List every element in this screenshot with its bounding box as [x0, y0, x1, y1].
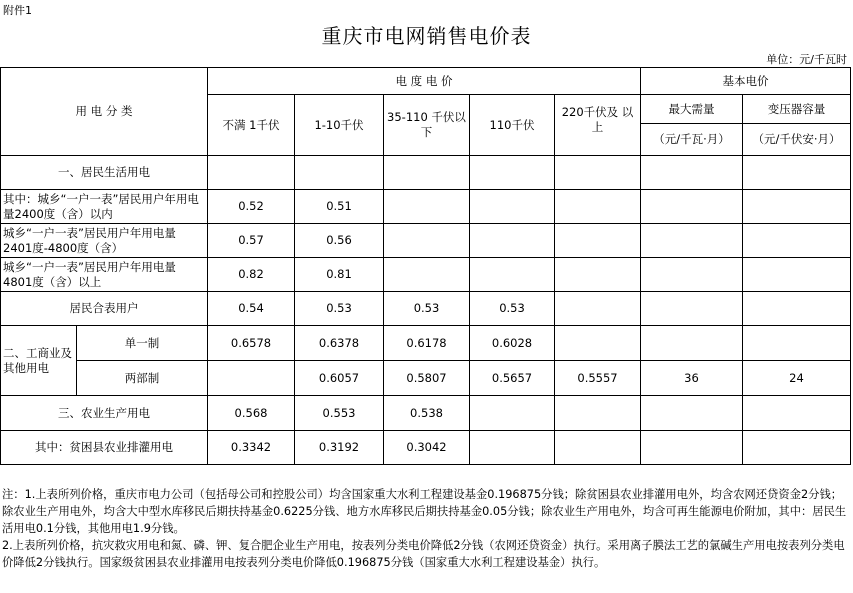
price-cell: 0.5657 [470, 361, 555, 396]
price-cell: 0.52 [208, 190, 295, 224]
header-col-110: 110千伏 [470, 95, 555, 156]
header-col-1-10: 1-10千伏 [295, 95, 384, 156]
row-label: 其中：贫困县农业排灌用电 [1, 431, 208, 465]
price-cell: 0.6178 [384, 326, 470, 361]
price-table [0, 67, 851, 465]
row-label: 两部制 [77, 361, 208, 396]
unit-label: 单位：元/千瓦时 [766, 53, 847, 66]
price-cell: 36 [641, 361, 743, 396]
price-cell: 0.57 [208, 224, 295, 258]
price-cell: 24 [743, 361, 851, 396]
row-label: 三、农业生产用电 [1, 396, 208, 431]
header-col-35-110: 35-110 千伏以下 [384, 95, 470, 156]
row-label: 一、居民生活用电 [1, 156, 208, 190]
price-cell: 0.82 [208, 258, 295, 292]
row-group-label: 二、工商业及其他用电 [1, 326, 77, 396]
header-col-max-demand: 最大需量 [641, 95, 743, 124]
header-col-220: 220千伏及 以上 [555, 95, 641, 156]
price-cell: 0.54 [208, 292, 295, 326]
price-cell: 0.3342 [208, 431, 295, 465]
price-cell: 0.53 [470, 292, 555, 326]
page-title: 重庆市电网销售电价表 [321, 24, 532, 48]
price-cell: 0.53 [295, 292, 384, 326]
row-label: 其中：城乡“一户一表”居民用户年用电量2400度（含）以内 [1, 190, 208, 224]
price-cell: 0.3042 [384, 431, 470, 465]
attachment-label: 附件1 [3, 4, 32, 17]
row-label: 居民合表用户 [1, 292, 208, 326]
note-1: 注：1.上表所列价格，重庆市电力公司（包括母公司和控股公司）均含国家重大水利工程建设基金0.196875分钱；除贫困县农业排灌用电外，均含农网还贷资金2分钱；除农业生产用电外，均含大中型水库移民后期扶持基金0.6225分钱、地方水库移民后期扶持基金0.05分钱；除农业生产用电外，均含可再生能源电价附加，其中：居民生活用电0.1分钱，其他用电1.9分钱。 [2, 488, 847, 535]
price-cell: 0.81 [295, 258, 384, 292]
price-cell: 0.6578 [208, 326, 295, 361]
price-cell: 0.56 [295, 224, 384, 258]
note-2: 2.上表所列价格，抗灾救灾用电和氮、磷、钾、复合肥企业生产用电，按表列分类电价降低2分钱（农网还贷资金）执行。采用离子膜法工艺的氯碱生产用电按表列分类电价降低2分钱执行。国家级贫困县农业排灌用电按表列分类电价降低0.196875分钱（国家重大水利工程建设基金）执行。 [2, 539, 845, 569]
price-cell: 0.538 [384, 396, 470, 431]
header-col-lt1: 不满 1千伏 [208, 95, 295, 156]
header-category: 用 电 分 类 [1, 68, 208, 156]
price-cell: 0.6057 [295, 361, 384, 396]
header-unit-transformer: （元/千伏安·月） [743, 124, 851, 156]
notes [2, 486, 850, 571]
row-label: 单一制 [77, 326, 208, 361]
price-cell: 0.553 [295, 396, 384, 431]
price-cell: 0.51 [295, 190, 384, 224]
price-cell: 0.5807 [384, 361, 470, 396]
header-energy-price: 电 度 电 价 [208, 68, 641, 95]
header-basic-price: 基本电价 [641, 68, 851, 95]
header-unit-max-demand: （元/千瓦·月） [641, 124, 743, 156]
price-cell: 0.53 [384, 292, 470, 326]
price-cell: 0.6028 [470, 326, 555, 361]
price-cell: 0.6378 [295, 326, 384, 361]
row-label: 城乡“一户一表”居民用户年用电量4801度（含）以上 [1, 258, 208, 292]
price-cell: 0.568 [208, 396, 295, 431]
price-cell: 0.3192 [295, 431, 384, 465]
header-col-transformer: 变压器容量 [743, 95, 851, 124]
price-cell: 0.5557 [555, 361, 641, 396]
row-label: 城乡“一户一表”居民用户年用电量2401度-4800度（含） [1, 224, 208, 258]
